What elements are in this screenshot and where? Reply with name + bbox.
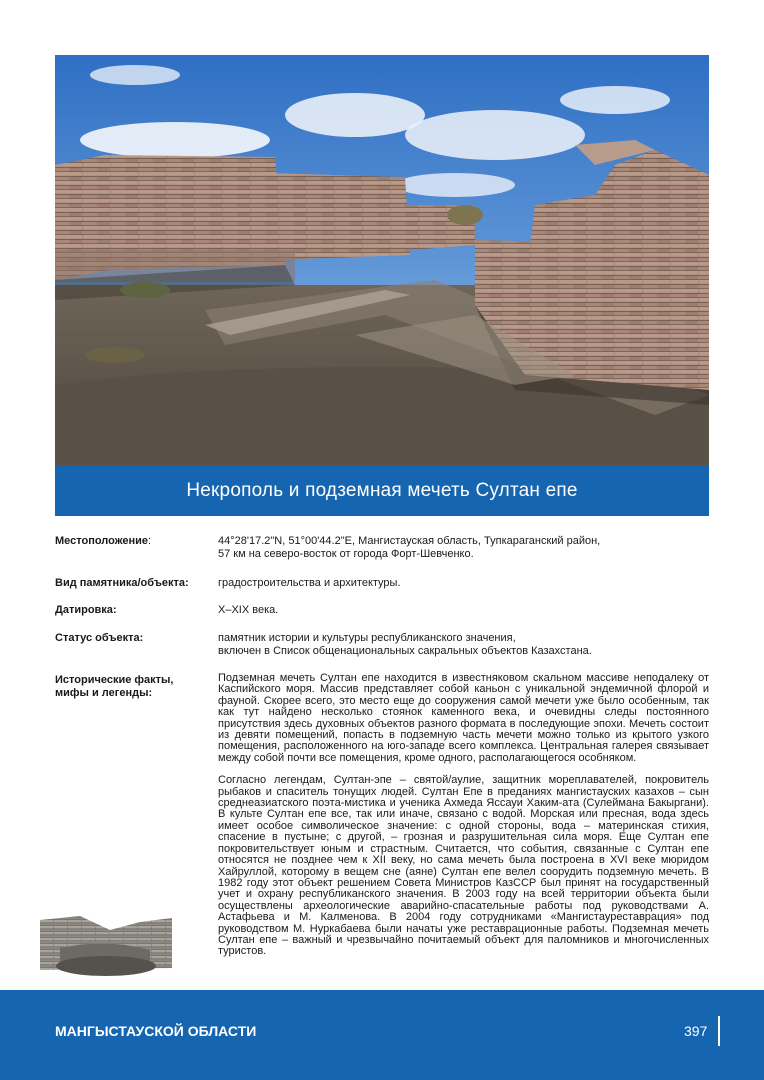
field-monument-type [55,577,709,593]
field-label: Статус объекта: [55,632,144,644]
history-paragraph: Согласно легендам, Султан-эпе – святой/аулие, защитник мореплавателей, покровитель рыбаков и спаситель тонущих людей. Султан Епе в преданиях мангистауских казахов – сын среднеазиатского поэта-мистика и ученика Ахмеда Яссауи Хаким-ата (Сулеймана Бакыргани). В культе Султан епе все, так или иначе, связано с водой. Морская или пресная, вода здесь имеет особое символическое значение: с одной стороны, вода – материнская стихия, спасение в пустыне; с другой, – грозная и разрушительная сила моря. Еще Султан епе покровительствует юным и страстным. Считается, что события, связанные с Султан епе относятся не позднее чем к XII веку, но сама мечеть была построена в XVI веке мюридом Хайруллой, которому в вещем сне (аяне) Султан епе велел соорудить подземную мечеть. В 1982 году этот объект решением Совета Министров КазССР был принят на государственный учет и охрану республиканского значения. В 2003 году на всей территории объекта были осуществлены археологические аварийно-спасательные работы под руководствами А. Астафьева и М. Калменова. В 2004 году сотрудниками «Мангистауреставрация» под руководством М. Нуркабаева были начаты уже реставрационные работы. Подземная мечеть Султан епе – важный и чрезвычайно почитаемый объект для паломников и многочисленных туристов. [218,774,709,958]
field-location [55,535,709,565]
field-dating [55,604,709,620]
history-paragraph: Подземная мечеть Султан епе находится в известняковом скальном массиве неподалеку от Каспийского моря. Массив представляет собой каньон с уникальной эндемичной флорой и фауной. Скорее всего, это место еще до сооружения самой мечети уже было особенным, так как тут найдено несколько стоянок каменного века, и очевидны следы постоянного присутствия здесь духовных объектов разного формата в последующие эпохи. Мечеть состоит из девяти помещений, попасть в подземную часть мечети можно только из крытого узкого помещения, расположенного на юго-западе всего комплекса. Центральная галерея связывает между собой почти все помещения, кроме одного, располагающегося особняком. [218,672,709,764]
field-label: Датировка: [55,604,117,616]
field-value: 44°28'17.2"N, 51°00'44.2"E, Мангистауская область, Тупкараганский район, 57 км на северо-восток от города Форт-Шевченко. [218,535,601,560]
title-banner [55,465,709,516]
field-value: X–XIX века. [218,604,279,616]
footer-region: МАНГЫСТАУСКОЙ ОБЛАСТИ [55,1023,257,1039]
page-title: Некрополь и подземная мечеть Султан епе [186,479,578,501]
field-label: Местоположение: [55,535,152,547]
footer-divider [718,1016,720,1046]
necropolis-ruins-image [55,55,709,465]
field-label: Вид памятника/объекта: [55,577,189,589]
footer-band [0,990,764,1080]
ruins-thumbnail-image [40,908,172,980]
main-photo [55,55,709,465]
history-text [218,673,709,969]
field-value: градостроительства и архитектуры. [218,577,401,589]
page-number: 397 [684,1023,708,1039]
field-value: памятник истории и культуры республиканского значения, включен в Список общенациональных сакральных объектов Казахстана. [218,632,592,657]
field-label: Исторические факты, мифы и легенды: [55,674,174,699]
field-status [55,632,709,662]
ruins-thumbnail [40,908,172,980]
